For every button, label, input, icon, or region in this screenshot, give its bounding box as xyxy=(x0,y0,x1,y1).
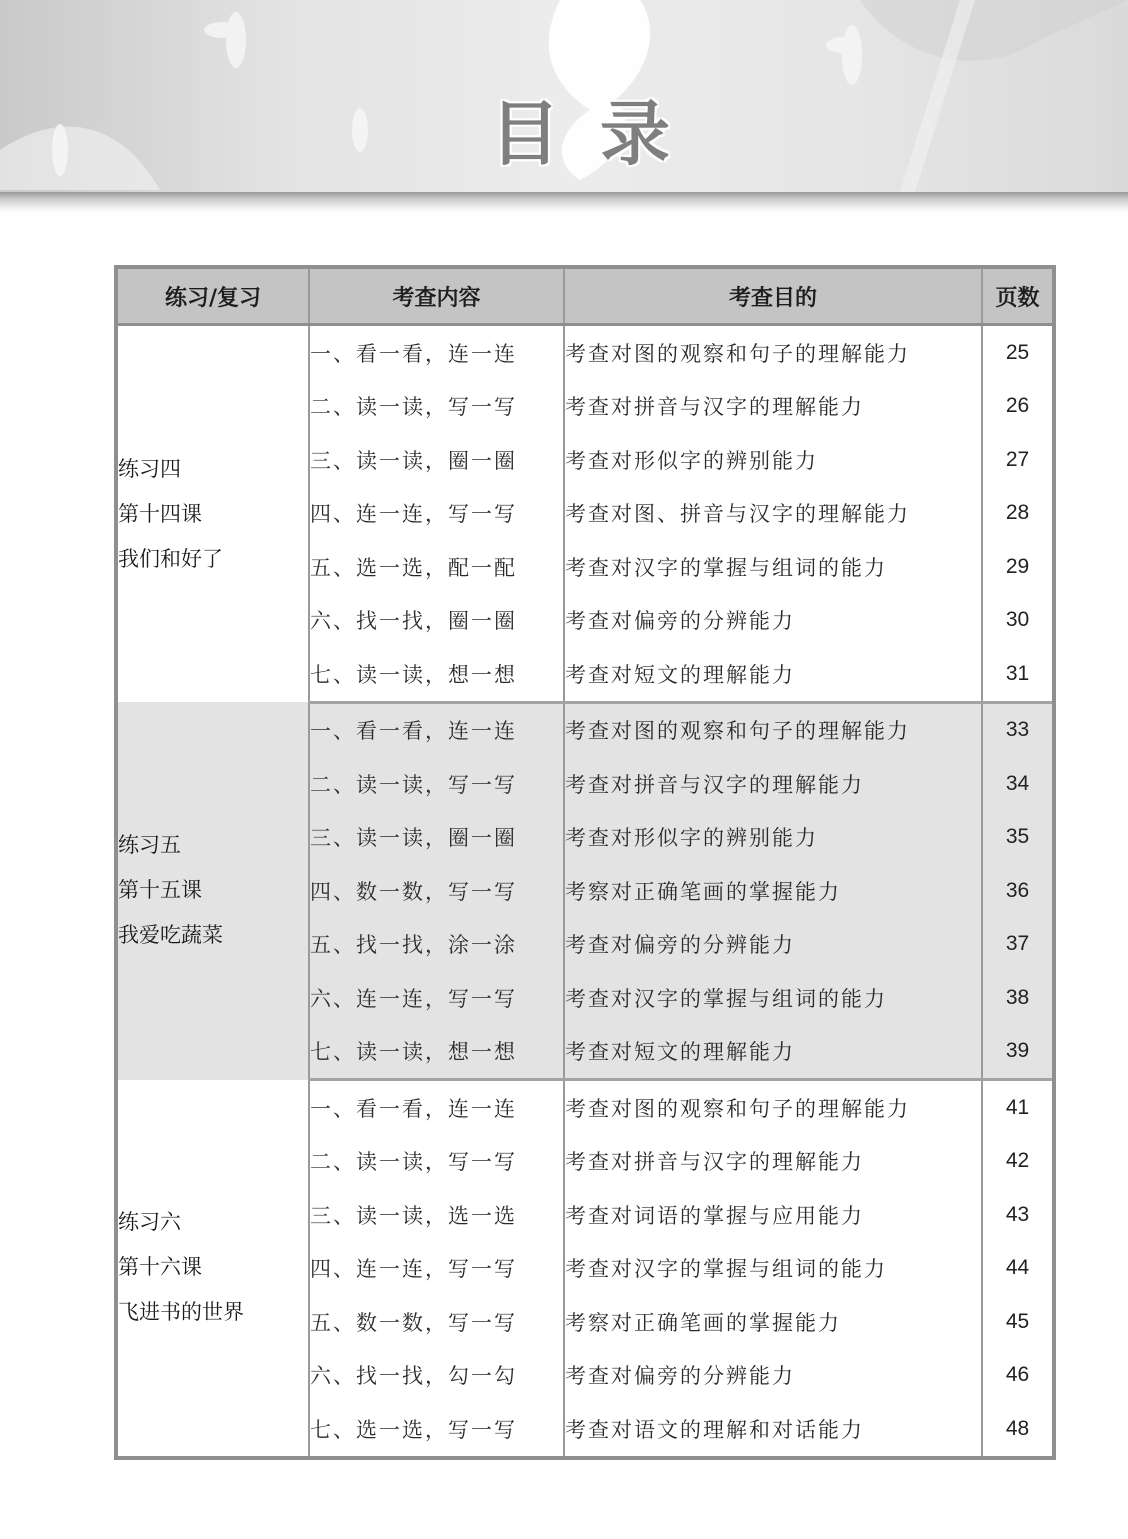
content-cell: 一、看一看，连一连 xyxy=(309,702,564,757)
content-cell: 五、找一找，涂一涂 xyxy=(309,918,564,972)
page-number: 38 xyxy=(982,971,1054,1025)
header-banner xyxy=(0,0,1128,192)
purpose-cell: 考查对图的观察和句子的理解能力 xyxy=(564,1080,982,1135)
page-number: 41 xyxy=(982,1080,1054,1135)
lesson-line: 飞进书的世界 xyxy=(118,1300,244,1324)
page-number: 31 xyxy=(982,647,1054,702)
lesson-cell xyxy=(116,325,309,703)
page-number: 25 xyxy=(982,325,1054,380)
purpose-cell: 考查对图的观察和句子的理解能力 xyxy=(564,702,982,757)
content-cell: 七、读一读，想一想 xyxy=(309,1025,564,1080)
page-number: 26 xyxy=(982,380,1054,434)
title-char: 录 xyxy=(600,93,670,175)
purpose-cell: 考查对图的观察和句子的理解能力 xyxy=(564,325,982,380)
page-number: 37 xyxy=(982,918,1054,972)
content-cell: 四、数一数，写一写 xyxy=(309,864,564,918)
purpose-cell: 考查对拼音与汉字的理解能力 xyxy=(564,1135,982,1189)
purpose-cell: 考查对汉字的掌握与组词的能力 xyxy=(564,1242,982,1296)
lesson-line: 练习五 xyxy=(118,833,181,858)
content-cell: 一、看一看，连一连 xyxy=(309,325,564,380)
page-number: 48 xyxy=(982,1402,1054,1458)
column-header-content: 考查内容 xyxy=(309,267,564,325)
purpose-cell: 考查对形似字的辨别能力 xyxy=(564,811,982,865)
content-cell: 三、读一读，圈一圈 xyxy=(309,433,564,487)
lesson-line: 第十六课 xyxy=(118,1255,202,1279)
purpose-cell: 考查对偏旁的分辨能力 xyxy=(564,918,982,972)
page-number: 34 xyxy=(982,757,1054,811)
column-header-exercise: 练习/复习 xyxy=(116,267,309,325)
lesson-line: 第十四课 xyxy=(118,501,202,526)
page-number: 29 xyxy=(982,540,1054,594)
content-cell: 七、选一选，写一写 xyxy=(309,1402,564,1458)
table-row xyxy=(116,702,1054,757)
purpose-cell: 考查对汉字的掌握与组词的能力 xyxy=(564,971,982,1025)
page-number: 33 xyxy=(982,702,1054,757)
content-cell: 三、读一读，选一选 xyxy=(309,1188,564,1242)
purpose-cell: 考查对图、拼音与汉字的理解能力 xyxy=(564,487,982,541)
purpose-cell: 考查对短文的理解能力 xyxy=(564,647,982,702)
purpose-cell: 考查对拼音与汉字的理解能力 xyxy=(564,757,982,811)
page-number: 42 xyxy=(982,1135,1054,1189)
banner-shadow xyxy=(0,192,1128,214)
page-number: 43 xyxy=(982,1188,1054,1242)
table-row xyxy=(116,1080,1054,1135)
content-cell: 五、选一选，配一配 xyxy=(309,540,564,594)
content-cell: 五、数一数，写一写 xyxy=(309,1295,564,1349)
lesson-line: 我们和好了 xyxy=(118,546,223,571)
table-row xyxy=(116,325,1054,380)
page-number: 35 xyxy=(982,811,1054,865)
purpose-cell: 考查对偏旁的分辨能力 xyxy=(564,594,982,648)
content-cell: 六、找一找，圈一圈 xyxy=(309,594,564,648)
purpose-cell: 考察对正确笔画的掌握能力 xyxy=(564,1295,982,1349)
content-cell: 四、连一连，写一写 xyxy=(309,1242,564,1296)
column-header-purpose: 考查目的 xyxy=(564,267,982,325)
lesson-line: 练习四 xyxy=(118,456,181,481)
page-number: 28 xyxy=(982,487,1054,541)
lesson-cell xyxy=(116,1080,309,1458)
lesson-line: 练习六 xyxy=(118,1210,181,1234)
lesson-line: 我爱吃蔬菜 xyxy=(118,923,223,948)
purpose-cell: 考察对正确笔画的掌握能力 xyxy=(564,864,982,918)
content-cell: 七、读一读，想一想 xyxy=(309,647,564,702)
lesson-line: 第十五课 xyxy=(118,878,202,903)
column-header-page: 页数 xyxy=(982,267,1054,325)
page-number: 36 xyxy=(982,864,1054,918)
purpose-cell: 考查对偏旁的分辨能力 xyxy=(564,1349,982,1403)
page-number: 39 xyxy=(982,1025,1054,1080)
content-cell: 二、读一读，写一写 xyxy=(309,1135,564,1189)
table-header-row xyxy=(116,267,1054,325)
content-cell: 三、读一读，圈一圈 xyxy=(309,811,564,865)
page-number: 30 xyxy=(982,594,1054,648)
content-cell: 二、读一读，写一写 xyxy=(309,380,564,434)
page-number: 44 xyxy=(982,1242,1054,1296)
page-title xyxy=(490,78,670,179)
content-cell: 四、连一连，写一写 xyxy=(309,487,564,541)
purpose-cell: 考查对词语的掌握与应用能力 xyxy=(564,1188,982,1242)
page-number: 46 xyxy=(982,1349,1054,1403)
content-cell: 六、连一连，写一写 xyxy=(309,971,564,1025)
contents-table xyxy=(114,265,1056,1460)
content-cell: 六、找一找，勾一勾 xyxy=(309,1349,564,1403)
purpose-cell: 考查对语文的理解和对话能力 xyxy=(564,1402,982,1458)
content-cell: 二、读一读，写一写 xyxy=(309,757,564,811)
content-cell: 一、看一看，连一连 xyxy=(309,1080,564,1135)
page-number: 27 xyxy=(982,433,1054,487)
page-number: 45 xyxy=(982,1295,1054,1349)
lesson-cell xyxy=(116,702,309,1080)
purpose-cell: 考查对短文的理解能力 xyxy=(564,1025,982,1080)
purpose-cell: 考查对形似字的辨别能力 xyxy=(564,433,982,487)
purpose-cell: 考查对拼音与汉字的理解能力 xyxy=(564,380,982,434)
purpose-cell: 考查对汉字的掌握与组词的能力 xyxy=(564,540,982,594)
title-char: 目 xyxy=(490,93,560,175)
